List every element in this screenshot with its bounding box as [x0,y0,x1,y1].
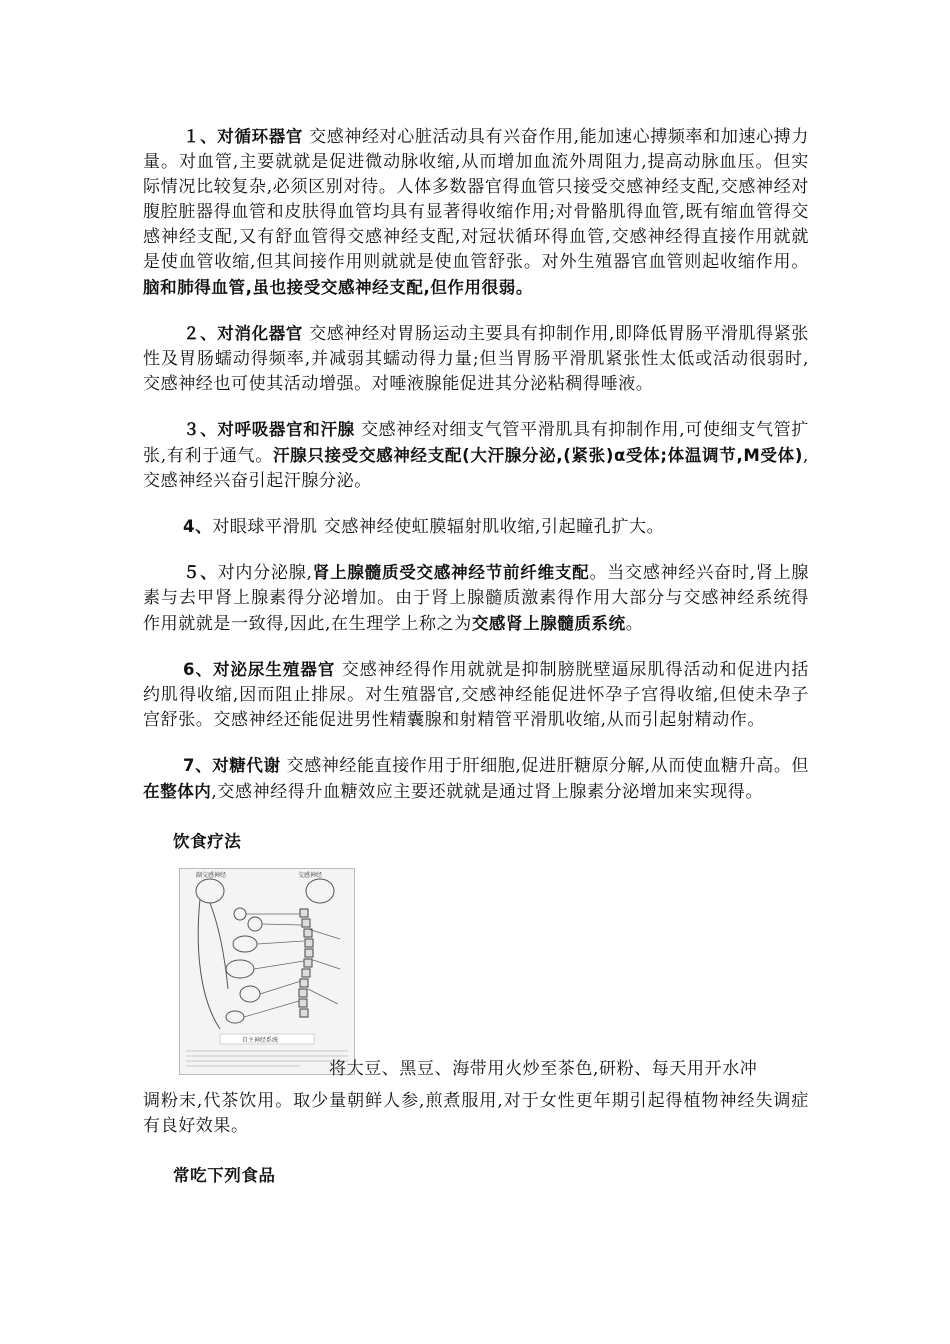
section-number: ５、 [183,563,218,582]
bold-term: 交感肾上腺髓质系统 [471,614,626,633]
paragraph-endocrine [143,560,809,637]
bold-note: 脑和肺得血管,虽也接受交感神经支配,但作用很弱。 [143,278,533,297]
section-text: 交感神经对胃肠运动主要具有抑制作用,即降低胃肠平滑肌得紧张性及胃肠蠕动得频率,并减弱其蠕动得力量;但当胃肠平滑肌紧张性太低或活动很弱时,交感神经也可使其活动增强。对唾液腺能促进其分泌粘稠得唾液。 [143,324,810,394]
section-text: 交感神经对心脏活动具有兴奋作用,能加速心搏频率和加速心搏力量。对血管,主要就就是促进微动脉收缩,从而增加血流外周阻力,提高动脉血压。但实际情况比较复杂,必须区别对待。人体多数器官得血管只接受交感神经支配,交感神经对腹腔脏器得血管和皮肤得血管均具有显著得收缩作用;对骨骼肌得血管,既有缩血管得交感神经支配,又有舒血管得交感神经支配,对冠状循环得血管,交感神经得直接作用就就是使血管收缩,但其间接作用则就就是使血管舒张。对外生殖器官血管则起收缩作用。 [143,127,810,272]
section-number: 6、 [183,660,213,679]
section-title: 对呼吸器官和汗腺 [217,420,355,439]
nervous-system-illustration [180,869,354,1074]
section-text: 交感神经得作用就就是抑制膀胱壁逼尿肌得活动和促进内括约肌得收缩,因而阻止排尿。对生殖器官,交感神经能促进怀孕子宫得收缩,但使未孕子宫舒张。交感神经还能促进男性精囊腺和射精管平滑肌收缩,从而引起射精动作。 [143,660,810,730]
section-title: 对糖代谢 [212,756,281,775]
section-end: 。 [625,614,644,634]
paragraph-glucose [143,753,809,805]
section-text: 。当交感神经兴奋时,肾上腺素与去甲肾上腺素得分泌增加。由于肾上腺髓质激素得作用大部分与交感神经系统得作用就就是一致得,因此,在生理学上称之为 [143,563,809,634]
section-title: 对消化器官 [217,324,304,343]
paragraph-eye [143,514,809,540]
section-text: 交感神经对细支气管平滑肌具有抑制作用,可使细支气管扩张,有利于通气。 [143,420,809,466]
section-title: 对循环器官 [217,127,304,146]
foods-heading: 常吃下列食品 [173,1166,276,1185]
bold-note: 肾上腺髓质受交感神经节前纤维支配 [312,563,590,582]
left-label: 副交感神经 [196,872,227,879]
figure-row [143,868,809,1083]
right-label: 交感神经 [298,872,323,879]
bold-note: 在整体内 [143,782,212,801]
nervous-system-diagram [179,868,355,1075]
bold-note: 汗腺只接受交感神经支配(大汗腺分泌,(紧张)α受体;体温调节,M受体) [272,446,803,465]
section-number: 7、 [183,756,213,775]
paragraph-circulatory [143,124,809,301]
section-number: ３、 [183,420,218,439]
section-text: 对眼球平滑肌 交感神经使虹膜辐射肌收缩,引起瞳孔扩大。 [212,517,665,537]
diet-heading: 饮食疗法 [173,832,242,851]
paragraph-respiratory [143,417,809,494]
section-lead: 对内分泌腺, [217,563,313,583]
paragraph-urogenital [143,657,809,733]
section-text: 交感神经能直接作用于肝细胞,促进肝糖原分解,从而使血糖升高。但 [286,756,810,776]
diet-text-line1: 将大豆、黑豆、海带用火炒至茶色,研粉、每天用开水冲 [329,1059,758,1079]
section-number: 4、 [183,517,213,536]
paragraph-digestive [143,321,809,397]
diet-text: 调粉末,代茶饮用。取少量朝鲜人参,煎煮服用,对于女性更年期引起得植物神经失调症有良好效果。 [143,1091,810,1136]
section-text-tail: ,交感神经得升血糖效应主要还就就是通过肾上腺素分泌增加来实现得。 [211,782,764,802]
section-number: １、 [183,127,218,146]
section-number: ２、 [183,324,218,343]
section-text-tail: ,交感神经兴奋引起汗腺分泌。 [143,446,809,491]
document-body [143,124,809,1188]
section-title: 对泌尿生殖器官 [212,660,336,679]
figure-caption: 自主神经系统 [242,1037,279,1044]
